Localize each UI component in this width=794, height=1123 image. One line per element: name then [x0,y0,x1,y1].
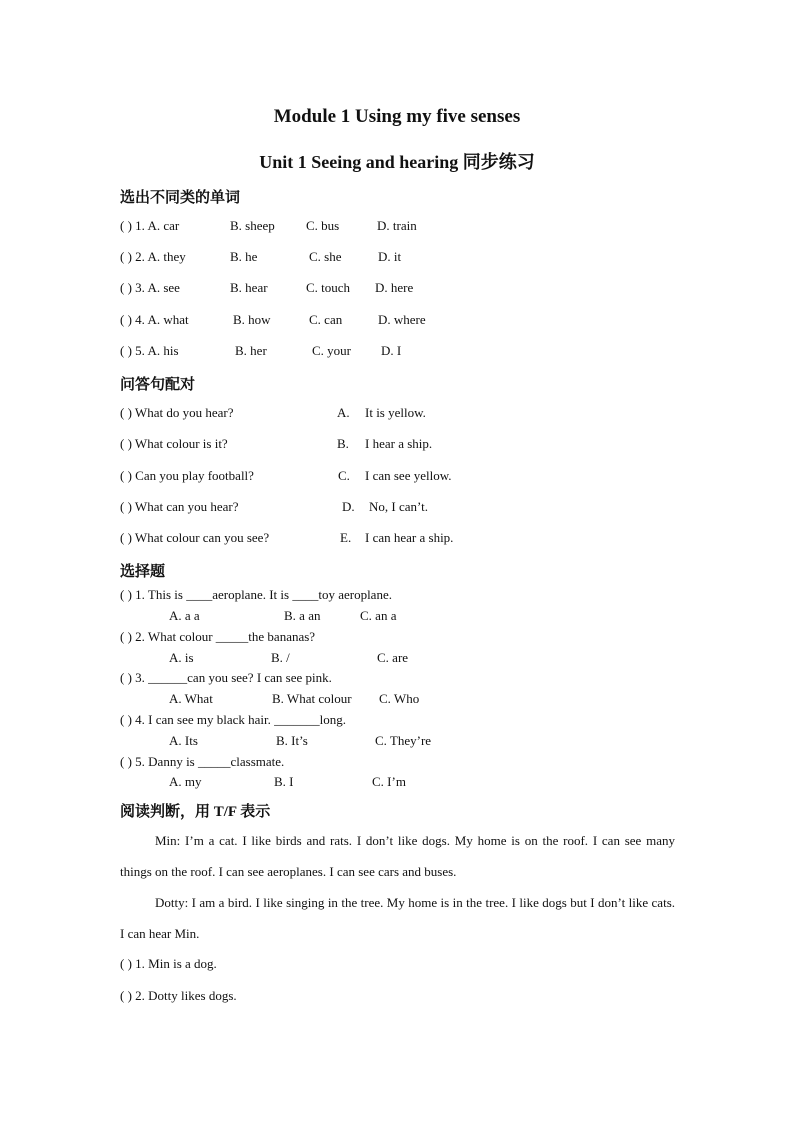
mc-question: ( ) 5. Danny is _____classmate. [120,754,285,769]
section-heading-multiple-choice: 选择题 [120,564,166,580]
match-letter: D. [342,499,355,514]
reading-passage [120,825,675,949]
question-stem: ( ) 2. A. they [120,249,186,264]
match-question: ( ) What colour can you see? [120,530,270,545]
match-question: ( ) What do you hear? [120,405,234,420]
option-b: B. a an [284,608,321,623]
match-answer: I can see yellow. [365,468,452,483]
option-b: B. It’s [276,733,308,748]
true-false-item: ( ) 1. Min is a dog. [120,956,217,971]
option-b: B. he [230,249,258,264]
option-d: D. here [375,280,414,295]
option-a: A. a a [169,608,200,623]
option-c: C. Who [379,691,420,706]
option-d: D. where [378,312,426,327]
option-a: A. Its [169,733,198,748]
option-c: C. bus [306,218,340,233]
option-d: D. train [377,218,417,233]
option-b: B. hear [230,280,268,295]
mc-question: ( ) 1. This is ____aeroplane. It is ____toy aeroplane. [120,587,392,602]
option-b: B. how [233,312,271,327]
match-question: ( ) What colour is it? [120,436,228,451]
option-c: C. are [377,650,409,665]
section-heading-odd-one-out: 选出不同类的单词 [120,190,241,206]
section-heading-reading: 阅读判断，用 T/F 表示 [120,804,271,820]
option-c: C. can [309,312,343,327]
option-c: C. I’m [372,774,406,789]
passage-paragraph-dotty: Dotty: I am a bird. I like singing in the tree. My home is in the tree. I like dogs but I don’t like cats. I can hear Min. [120,895,675,941]
option-c: C. They’re [375,733,432,748]
option-c: C. she [309,249,342,264]
mc-question: ( ) 3. ______can you see? I can see pink. [120,670,332,685]
match-question: ( ) Can you play football? [120,468,254,483]
option-d: D. it [378,249,402,264]
option-c: C. an a [360,608,397,623]
option-a: A. What [169,691,213,706]
question-stem: ( ) 1. A. car [120,218,180,233]
option-c: C. your [312,343,351,358]
option-b: B. What colour [272,691,352,706]
question-stem: ( ) 4. A. what [120,312,189,327]
match-letter: C. [338,468,350,483]
option-b: B. sheep [230,218,275,233]
option-b: B. I [274,774,294,789]
match-answer: It is yellow. [365,405,426,420]
match-answer: I can hear a ship. [365,530,454,545]
option-a: A. my [169,774,202,789]
option-c: C. touch [306,280,351,295]
question-stem: ( ) 5. A. his [120,343,179,358]
question-stem: ( ) 3. A. see [120,280,180,295]
section-heading-matching: 问答句配对 [120,377,196,393]
match-letter: E. [340,530,352,545]
match-letter: B. [337,436,349,451]
option-a: A. is [169,650,194,665]
match-answer: No, I can’t. [369,499,428,514]
match-letter: A. [337,405,350,420]
option-b: B. her [235,343,267,358]
page-title: Module 1 Using my five senses [273,106,521,127]
match-answer: I hear a ship. [365,436,433,451]
match-question: ( ) What can you hear? [120,499,239,514]
mc-question: ( ) 2. What colour _____the bananas? [120,629,316,644]
option-d: D. I [381,343,402,358]
passage-paragraph-min: Min: I’m a cat. I like birds and rats. I don’t like dogs. My home is on the roof. I can see many things on the roof. I can see aeroplanes. I can see cars and buses. [120,833,675,879]
true-false-item: ( ) 2. Dotty likes dogs. [120,988,237,1003]
option-b: B. / [271,650,290,665]
page-subtitle: Unit 1 Seeing and hearing 同步练习 [259,152,535,172]
mc-question: ( ) 4. I can see my black hair. _______long. [120,712,346,727]
